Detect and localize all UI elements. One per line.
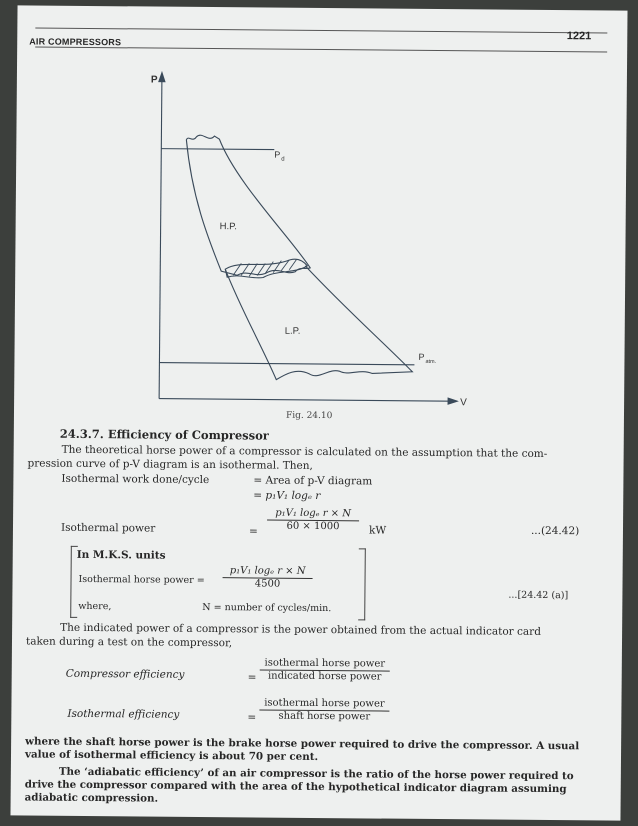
- power-fraction: [267, 508, 359, 534]
- power-numerator: p₁V₁ logₑ r × N: [267, 508, 359, 522]
- para2-line2: taken during a test on the compressor,: [25, 635, 233, 650]
- page-number: 1221: [566, 30, 592, 43]
- v-axis: [159, 399, 451, 402]
- power-label: Isothermal power: [60, 521, 156, 535]
- work-eq1: = Area of p-V diagram: [253, 474, 373, 488]
- patm-label-sub: atm.: [425, 358, 437, 366]
- mks-numerator: p₁V₁ logₑ r × N: [223, 565, 313, 579]
- pd-line: [161, 149, 274, 150]
- running-title: AIR COMPRESSORS: [29, 36, 122, 48]
- isothermal-efficiency-denominator: shaft horse power: [278, 710, 371, 723]
- book-page: [10, 5, 627, 820]
- pd-label-sub: d: [281, 156, 285, 163]
- mks-where: where,: [78, 600, 112, 613]
- section-heading: [60, 428, 269, 442]
- mks-where-def: N = number of cycles/min.: [202, 601, 332, 615]
- hp-loop: [185, 135, 311, 276]
- mks-fraction: [222, 565, 312, 591]
- compressor-efficiency-equals: =: [247, 671, 257, 684]
- compressor-efficiency-denominator: indicated horse power: [267, 670, 382, 683]
- power-eq-number: ...(24.42): [530, 524, 580, 538]
- para1-line2: pression curve of p-V diagram is an isothermal. Then,: [27, 457, 313, 472]
- isothermal-efficiency-label: Isothermal efficiency: [67, 707, 180, 721]
- compressor-efficiency-label: Compressor efficiency: [65, 667, 185, 681]
- pv-diagram: [14, 5, 628, 430]
- patm-label: P: [418, 351, 425, 362]
- para1-line1: The theoretical horse power of a compressor is calculated on the assumption that the com-: [61, 443, 548, 460]
- work-label: Isothermal work done/cycle: [61, 472, 210, 487]
- para4-line2: drive the compressor compared with the area of the hypothetical indicator diagram assuming: [24, 778, 567, 796]
- pd-label: P: [274, 149, 281, 160]
- compressor-efficiency-numerator: isothermal horse power: [260, 657, 390, 671]
- work-eq2: = p₁V₁ logₑ r: [253, 489, 321, 503]
- mks-bracket-right: [358, 548, 366, 620]
- isothermal-efficiency-numerator: isothermal horse power: [259, 697, 389, 711]
- power-denominator: 60 × 1000: [286, 520, 340, 533]
- compressor-efficiency-fraction: [260, 657, 390, 683]
- isothermal-efficiency-equals: =: [247, 711, 257, 724]
- mks-denominator: 4500: [254, 578, 281, 590]
- mks-eq-number: ...[24.42 (a)]: [508, 589, 569, 602]
- para3-line2: value of isothermal efficiency is about 70 per cent.: [24, 748, 319, 764]
- figure-caption: Fig. 24.10: [285, 410, 333, 422]
- p-axis-arrow: [159, 73, 165, 82]
- v-axis-arrow: [448, 398, 457, 404]
- para2-line1: The indicated power of a compressor is the power obtained from the actual indicator card: [60, 621, 542, 638]
- lp-label: L.P.: [284, 325, 301, 337]
- hp-label: H.P.: [219, 221, 237, 233]
- para3-line1: where the shaft horse power is the brake horse power required to drive the compressor. A usual: [25, 735, 580, 753]
- section-title: Efficiency of Compressor: [107, 427, 269, 443]
- p-axis: [159, 79, 162, 399]
- section-number: 24.3.7.: [59, 426, 104, 442]
- axis-v-label: V: [460, 397, 467, 409]
- mks-heading: In M.K.S. units: [76, 548, 166, 562]
- para4-line3: adiabatic compression.: [24, 791, 159, 805]
- isothermal-efficiency-fraction: [259, 697, 389, 723]
- patm-line: [159, 363, 414, 365]
- axis-p-label: P: [150, 74, 158, 86]
- mks-label: Isothermal horse power =: [78, 573, 205, 587]
- para4-line1: The ‘adiabatic efficiency’ of an air compressor is the ratio of the horse power required to: [58, 765, 574, 783]
- power-equals: =: [248, 525, 258, 538]
- power-unit: kW: [368, 524, 387, 537]
